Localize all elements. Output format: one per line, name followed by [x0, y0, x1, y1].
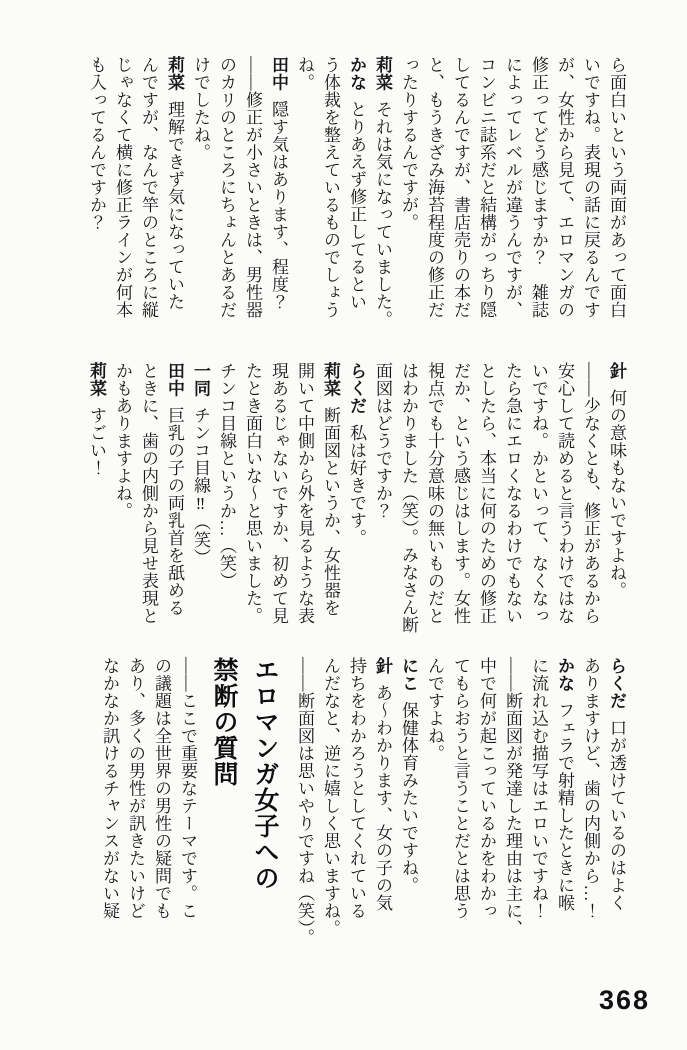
column-text: 何の意味もないですよね。	[607, 388, 626, 599]
speaker-name: らくだ	[347, 362, 366, 415]
text-column	[603, 362, 629, 648]
text-column	[577, 362, 603, 648]
text-column	[525, 657, 551, 965]
text-column	[239, 362, 265, 648]
text-column	[551, 657, 577, 965]
text-column	[317, 362, 343, 648]
column-text: ったりするんですが。	[399, 56, 418, 231]
text-column	[291, 56, 317, 352]
text-column	[265, 362, 291, 648]
text-column	[161, 362, 187, 648]
column-text: とりあえず修正してるとい	[347, 100, 366, 311]
text-column	[421, 362, 447, 648]
text-column	[161, 56, 187, 352]
text-column	[213, 56, 239, 352]
column-text: すごい！	[87, 406, 106, 477]
text-column	[525, 56, 551, 352]
speaker-name: 田中	[165, 362, 184, 397]
column-text: けでしたね。	[191, 56, 210, 161]
column-text: ――ここで重要なテーマです。こ	[178, 657, 197, 920]
column-text: 持ちをわかろうとしてくれている	[347, 657, 366, 920]
text-column	[421, 657, 447, 965]
text-column	[577, 657, 603, 965]
column-text: 隠す気はあります、程度？	[269, 100, 288, 311]
speaker-name: 一同	[191, 362, 210, 397]
text-column	[473, 362, 499, 648]
text-column	[499, 56, 525, 352]
text-column	[265, 56, 291, 352]
column-text: たら急にエロくなるわけでもない	[503, 362, 522, 625]
text-column	[395, 362, 421, 648]
column-text: 視点でも十分意味の無いものだと	[425, 362, 444, 625]
text-column	[551, 362, 577, 648]
text-column	[109, 362, 135, 648]
speaker-name: 針	[373, 657, 392, 675]
column-text: が、女性から見て、エロマンガの	[555, 56, 574, 319]
column-text: ときに、歯の内側から見せ表現と	[139, 362, 158, 625]
text-column	[135, 362, 161, 648]
column-text: ね。	[295, 56, 314, 91]
column-text: かもありますよね。	[113, 362, 132, 520]
column-text: ら面白いという両面があって面白	[607, 56, 626, 319]
column-text: エロマンガ女子への	[251, 657, 279, 891]
column-text: 修正ってどう感じますか？ 雑誌	[529, 56, 548, 319]
page-number: 368	[598, 985, 650, 1015]
column-text: コンビニ誌系だと結構がっちり隠	[477, 56, 496, 319]
column-text: いですね。かといって、なくなっ	[529, 362, 548, 625]
speaker-name: かな	[347, 56, 366, 91]
text-column	[551, 56, 577, 352]
section-heading-column	[248, 657, 282, 965]
speaker-name: 莉菜	[373, 56, 392, 91]
text-column	[369, 56, 395, 352]
column-text: 現あるじゃないですか、初めて見	[269, 362, 288, 625]
column-text: してるんですが、書店売りの本だ	[451, 56, 470, 319]
column-text: に流れ込む描写はエロいですね！	[529, 657, 548, 920]
text-column	[174, 657, 200, 965]
column-text: ありますけど、歯の内側から…！	[581, 657, 600, 920]
text-column	[135, 56, 161, 352]
text-column	[213, 362, 239, 648]
text-column	[109, 56, 135, 352]
speaker-name: 針	[607, 362, 626, 380]
column-text: 理解できず気になっていた	[165, 100, 184, 311]
text-column	[447, 362, 473, 648]
text-column	[603, 657, 629, 965]
column-text: ――断面図が発達した理由は主に、	[503, 657, 522, 937]
text-column	[499, 657, 525, 965]
column-text: じゃなくて横に修正ラインが何本	[113, 56, 132, 319]
text-column	[525, 362, 551, 648]
column-text: フェラで射精したときに喉	[555, 701, 574, 912]
column-text: 断面図というか、女性器を	[321, 406, 340, 617]
column-text: いですね。表現の話に戻るんです	[581, 56, 600, 319]
text-column	[187, 56, 213, 352]
text-column	[577, 56, 603, 352]
column-text: それは気になっていました。	[373, 100, 392, 328]
column-text: んですが、なんで竿のところに縦	[139, 56, 158, 319]
text-column	[473, 657, 499, 965]
column-text: ――修正が小さいときは、男性器	[243, 56, 262, 319]
column-text: 私は好きです。	[347, 423, 366, 547]
column-text: はわかりました（笑）。みなさん断	[399, 362, 418, 634]
column-text: 開いて中側から外を見るような表	[295, 362, 314, 625]
text-tier-bottom	[96, 657, 629, 965]
column-text: 保健体育みたいですね。	[399, 701, 418, 894]
column-text: ――少なくとも、修正があるから	[581, 362, 600, 625]
column-text: う体裁を整えているものでしょう	[321, 56, 340, 319]
column-text: だか、という感じはします。女性	[451, 362, 470, 625]
column-text: なかなか訊けるチャンスがない疑	[100, 657, 119, 920]
text-column	[603, 56, 629, 352]
section-heading-column	[207, 657, 241, 965]
column-text: 安心して読めると言うわけではな	[555, 362, 574, 625]
text-column	[499, 362, 525, 648]
text-column	[369, 657, 395, 965]
column-text: チンコ目線‼（笑）	[191, 406, 210, 566]
speaker-name: 莉菜	[87, 362, 106, 397]
speaker-name: 莉菜	[165, 56, 184, 91]
text-column	[187, 362, 213, 648]
column-text: チンコ目線というか…（笑）	[217, 362, 236, 590]
column-text: 巨乳の子の両乳首を舐める	[165, 406, 184, 617]
column-text: 口が透けているのはよく	[607, 718, 626, 912]
text-column	[291, 657, 317, 965]
column-text: のカリのところにちょんとあるだ	[217, 56, 236, 319]
text-tier-middle	[83, 362, 629, 648]
text-column	[447, 56, 473, 352]
text-column	[96, 657, 122, 965]
column-text: んだなと、逆に嬉しく思いますね。	[321, 657, 340, 937]
text-column	[421, 56, 447, 352]
text-column	[343, 56, 369, 352]
speaker-name: 莉菜	[321, 362, 340, 397]
column-text: てもらおうと言うことだとは思う	[451, 657, 470, 920]
speaker-name: にこ	[399, 657, 418, 692]
text-column	[317, 657, 343, 965]
speaker-name: らくだ	[607, 657, 626, 710]
text-column	[317, 56, 343, 352]
text-column	[395, 56, 421, 352]
text-column	[148, 657, 174, 965]
text-column	[122, 657, 148, 965]
column-text: 面図はどうですか？	[373, 362, 392, 520]
column-text: ――断面図は思いやりですね（笑）。	[295, 657, 314, 946]
text-column	[291, 362, 317, 648]
text-column	[83, 56, 109, 352]
column-text: によってレベルが違うんですが、	[503, 56, 522, 319]
text-column	[369, 362, 395, 648]
column-text: としたら、本当に何のための修正	[477, 362, 496, 625]
speaker-name: かな	[555, 657, 574, 692]
column-text: 禁断の質問	[210, 657, 238, 787]
text-column	[473, 56, 499, 352]
column-text: 中で何が起こっているかをわかっ	[477, 657, 496, 920]
text-column	[395, 657, 421, 965]
text-column	[447, 657, 473, 965]
text-column	[343, 362, 369, 648]
column-text: あり、多くの男性が訊きたいけど	[126, 657, 145, 920]
text-column	[239, 56, 265, 352]
column-text: も入ってるんですか？	[87, 56, 106, 231]
text-column	[83, 362, 109, 648]
column-text: たとき面白いな〜と思いました。	[243, 362, 262, 625]
column-text: と、もうきざみ海苔程度の修正だ	[425, 56, 444, 319]
column-text: の議題は全世界の男性の疑問でも	[152, 657, 171, 920]
column-text: あ〜わかります、女の子の気	[373, 683, 392, 912]
column-text: んですよね。	[425, 657, 444, 762]
text-tier-top	[83, 56, 629, 352]
speaker-name: 田中	[269, 56, 288, 91]
text-column	[343, 657, 369, 965]
